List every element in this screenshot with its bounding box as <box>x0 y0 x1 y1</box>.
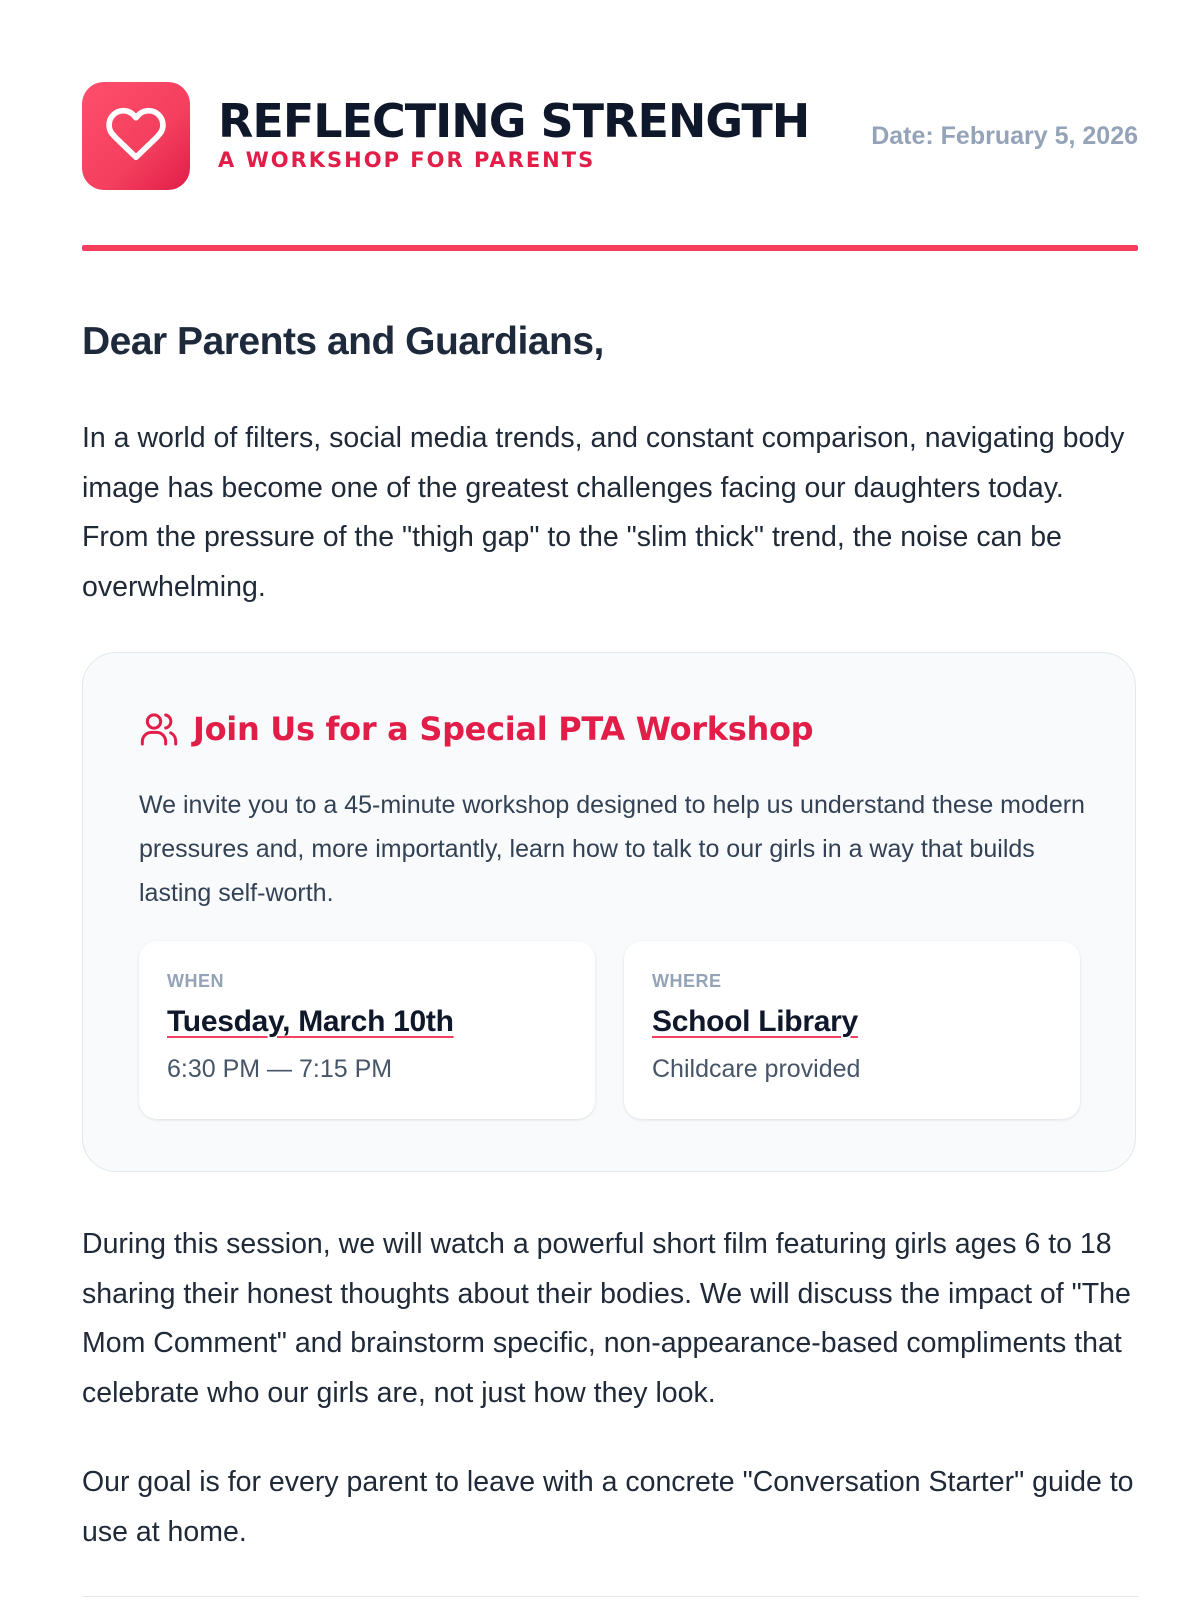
session-paragraph: During this session, we will watch a powerful short film featuring girls ages 6 to 18 sharing their honest thoughts about their bodies. We will discuss the impact of "The Mom Comment" and brainstorm specific, non-appearance-based compliments that celebrate who our girls are, not just how they look. <box>82 1228 1131 1409</box>
where-location: School Library <box>652 1005 858 1038</box>
heart-icon <box>105 103 167 170</box>
page-subtitle: A WORKSHOP FOR PARENTS <box>218 148 596 172</box>
where-label: WHERE <box>652 971 722 991</box>
where-box <box>624 941 1080 1119</box>
when-label: WHEN <box>167 971 224 991</box>
letter-date: Date: February 5, 2026 <box>871 122 1138 150</box>
when-box <box>139 941 595 1119</box>
users-icon <box>139 709 179 749</box>
workshop-card <box>82 652 1136 1172</box>
workshop-title: Join Us for a Special PTA Workshop <box>193 710 814 748</box>
greeting: Dear Parents and Guardians, <box>82 320 604 363</box>
intro-paragraph: In a world of filters, social media trends, and constant comparison, navigating body image has become one of the greatest challenges facing our daughters today. From the pressure of the "thigh gap" to the "slim thick" trend, the noise can be overwhelming. <box>82 422 1125 603</box>
title-block <box>218 94 809 174</box>
when-date: Tuesday, March 10th <box>167 1005 454 1038</box>
header-divider <box>82 245 1138 251</box>
header <box>82 82 1138 190</box>
goal-paragraph: Our goal is for every parent to leave with a concrete "Conversation Starter" guide to use at home. <box>82 1466 1134 1548</box>
footer-divider <box>82 1596 1138 1597</box>
workshop-card-title <box>139 709 813 749</box>
logo <box>82 82 190 190</box>
where-note: Childcare provided <box>652 1055 861 1083</box>
workshop-description: We invite you to a 45-minute workshop designed to help us understand these modern pressures and, more importantly, learn how to talk to our girls in a way that builds lasting self-worth. <box>139 791 1085 907</box>
page-title: REFLECTING STRENGTH <box>218 94 810 148</box>
when-time: 6:30 PM — 7:15 PM <box>167 1055 393 1083</box>
